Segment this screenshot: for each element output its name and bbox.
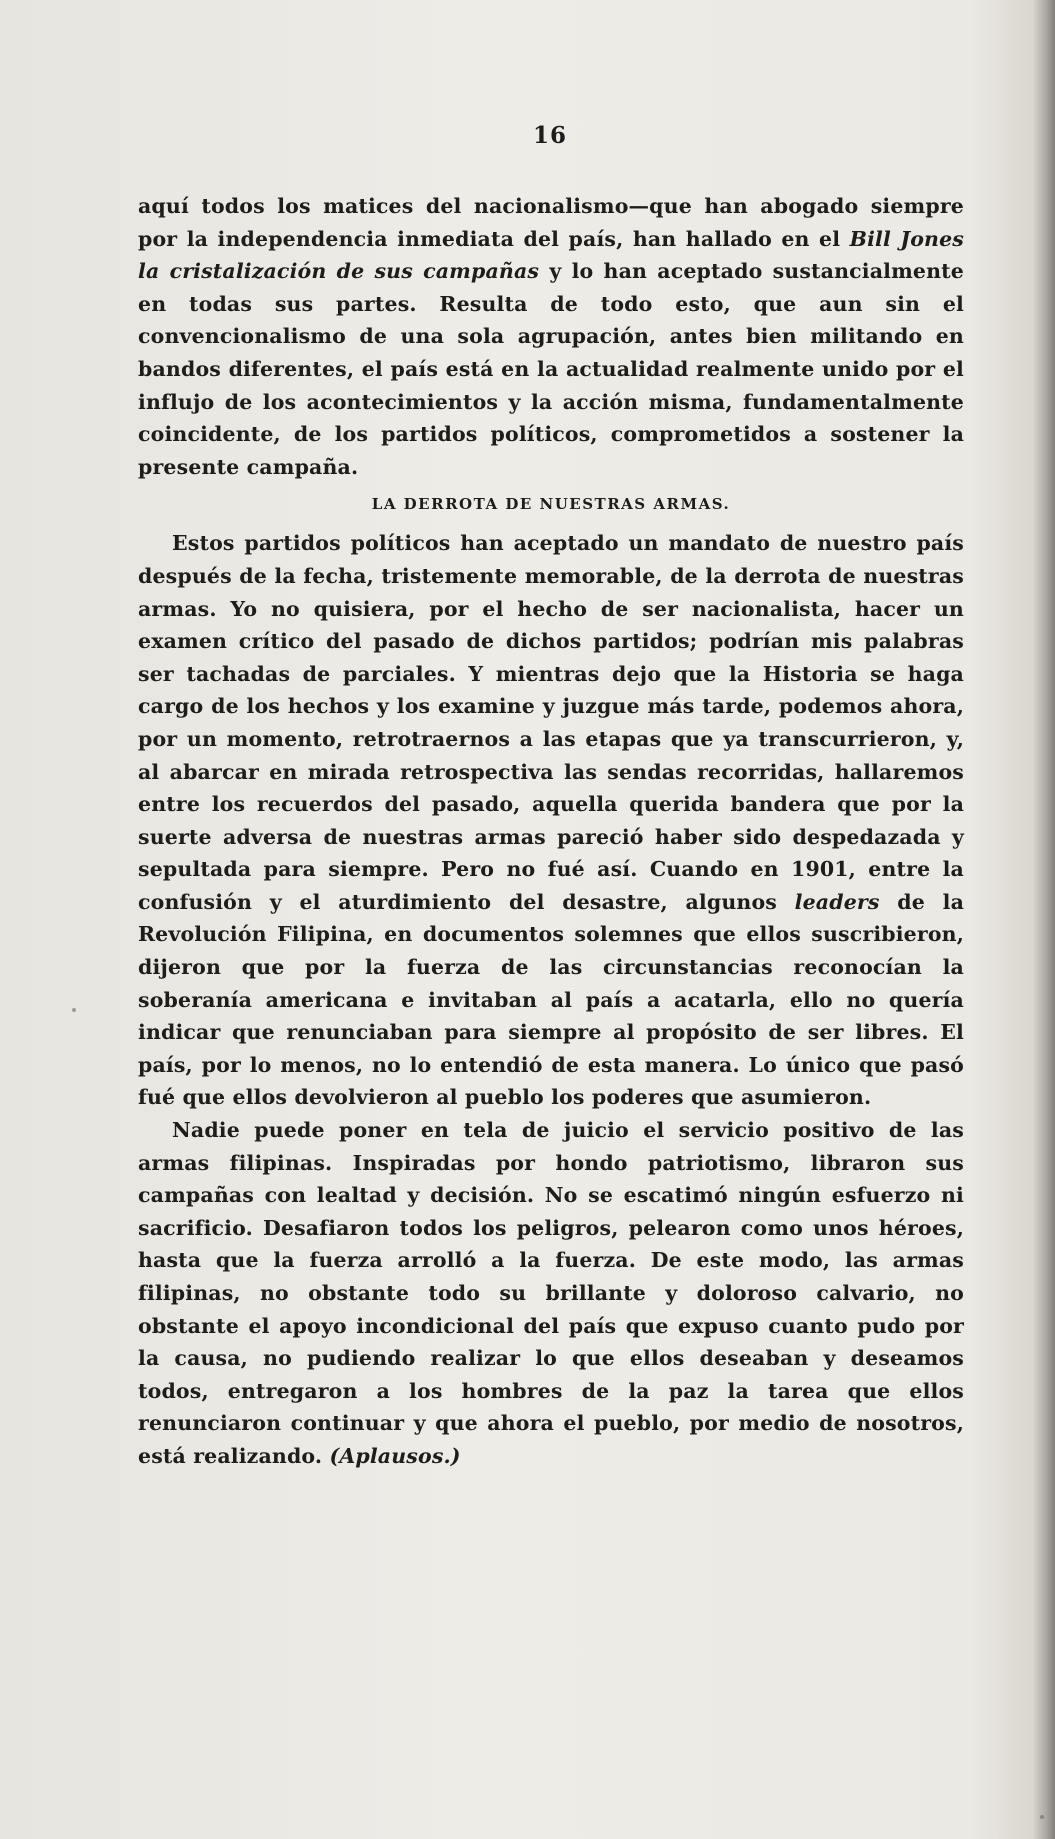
paragraph-3 [138, 1114, 964, 1473]
body-text [138, 190, 964, 1473]
section-heading: LA DERROTA DE NUESTRAS ARMAS. [371, 495, 731, 514]
paragraph-2-text-a: Estos partidos políticos han aceptado un mandato de nuestro país después de la fecha, tristemente memorable, de la derrota de nuestras armas. Yo no quisiera, por el hecho de ser nacionalista, hacer un examen crítico del pasado de dichos partidos; podrían mis palabras ser tachadas de parciales. Y mientras dejo que la Historia se haga cargo de los hechos y los examine y juzgue más tarde, podemos ahora, por un momento, retrotraernos a las etapas que ya transcurrieron, y, al abarcar en mirada retrospectiva las sendas recorridas, hallaremos entre los recuerdos del pasado, aquella querida bandera que por la suerte adversa de nuestras armas pareció haber sido despedazada y sepultada para siempre. Pero no fué así. Cuando en 1901, entre la confusión y el aturdimiento del desastre, algunos [138, 531, 964, 914]
paragraph-2-text-c: de la Revolución Filipina, en documentos solemnes que ellos suscribieron, dijeron que por la fuerza de las circunstancias reconocían la soberanía americana e invitaban al país a acatarla, ello no quería indicar que renunciaban para siempre al propósito de ser libres. El país, por lo menos, no lo entendió de esta manera. Lo único que pasó fué que ellos devolvieron al pueblo los poderes que asumieron. [138, 889, 964, 1110]
paragraph-1-text-a: aquí todos los matices del nacionalismo—que han abogado siempre por la independencia inmediata del país, han hallado en el [138, 194, 964, 251]
print-speck [1040, 1815, 1044, 1819]
print-speck [72, 1008, 76, 1012]
paragraph-2-italic: leaders [794, 889, 880, 914]
paragraph-2 [138, 527, 964, 1114]
page-number: 16 [532, 122, 567, 149]
paragraph-3-text-a: Nadie puede poner en tela de juicio el servicio positivo de las armas filipinas. Inspiradas por hondo patriotismo, libraron sus campañas con lealtad y decisión. No se escatimó ningún esfuerzo ni sacrificio. Desafiaron todos los peligros, pelearon como unos héroes, hasta que la fuerza arrolló a la fuerza. De este modo, las armas filipinas, no obstante todo su brillante y doloroso calvario, no obstante el apoyo incondicional del país que expuso cuanto pudo por la causa, no pudiendo realizar lo que ellos deseaban y deseamos todos, entregaron a los hombres de la paz la tarea que ellos renunciaron continuar y que ahora el pueblo, por medio de nosotros, está realizando. [138, 1118, 964, 1468]
applause-note: (Aplausos.) [329, 1443, 461, 1468]
paragraph-1 [138, 190, 964, 483]
page-edge-shadow [1033, 0, 1055, 1839]
paragraph-1-italic: Bill Jones la cristalización de sus campañas [138, 226, 964, 284]
paragraph-1-text-c: y lo han aceptado sustancialmente en todas sus partes. Resulta de todo esto, que aun sin el convencionalismo de una sola agrupación, antes bien militando en bandos diferentes, el país está en la actualidad realmente unido por el influjo de los acontecimientos y la acción misma, fundamentalmente coincidente, de los partidos políticos, comprometidos a sostener la presente campaña. [138, 259, 964, 479]
